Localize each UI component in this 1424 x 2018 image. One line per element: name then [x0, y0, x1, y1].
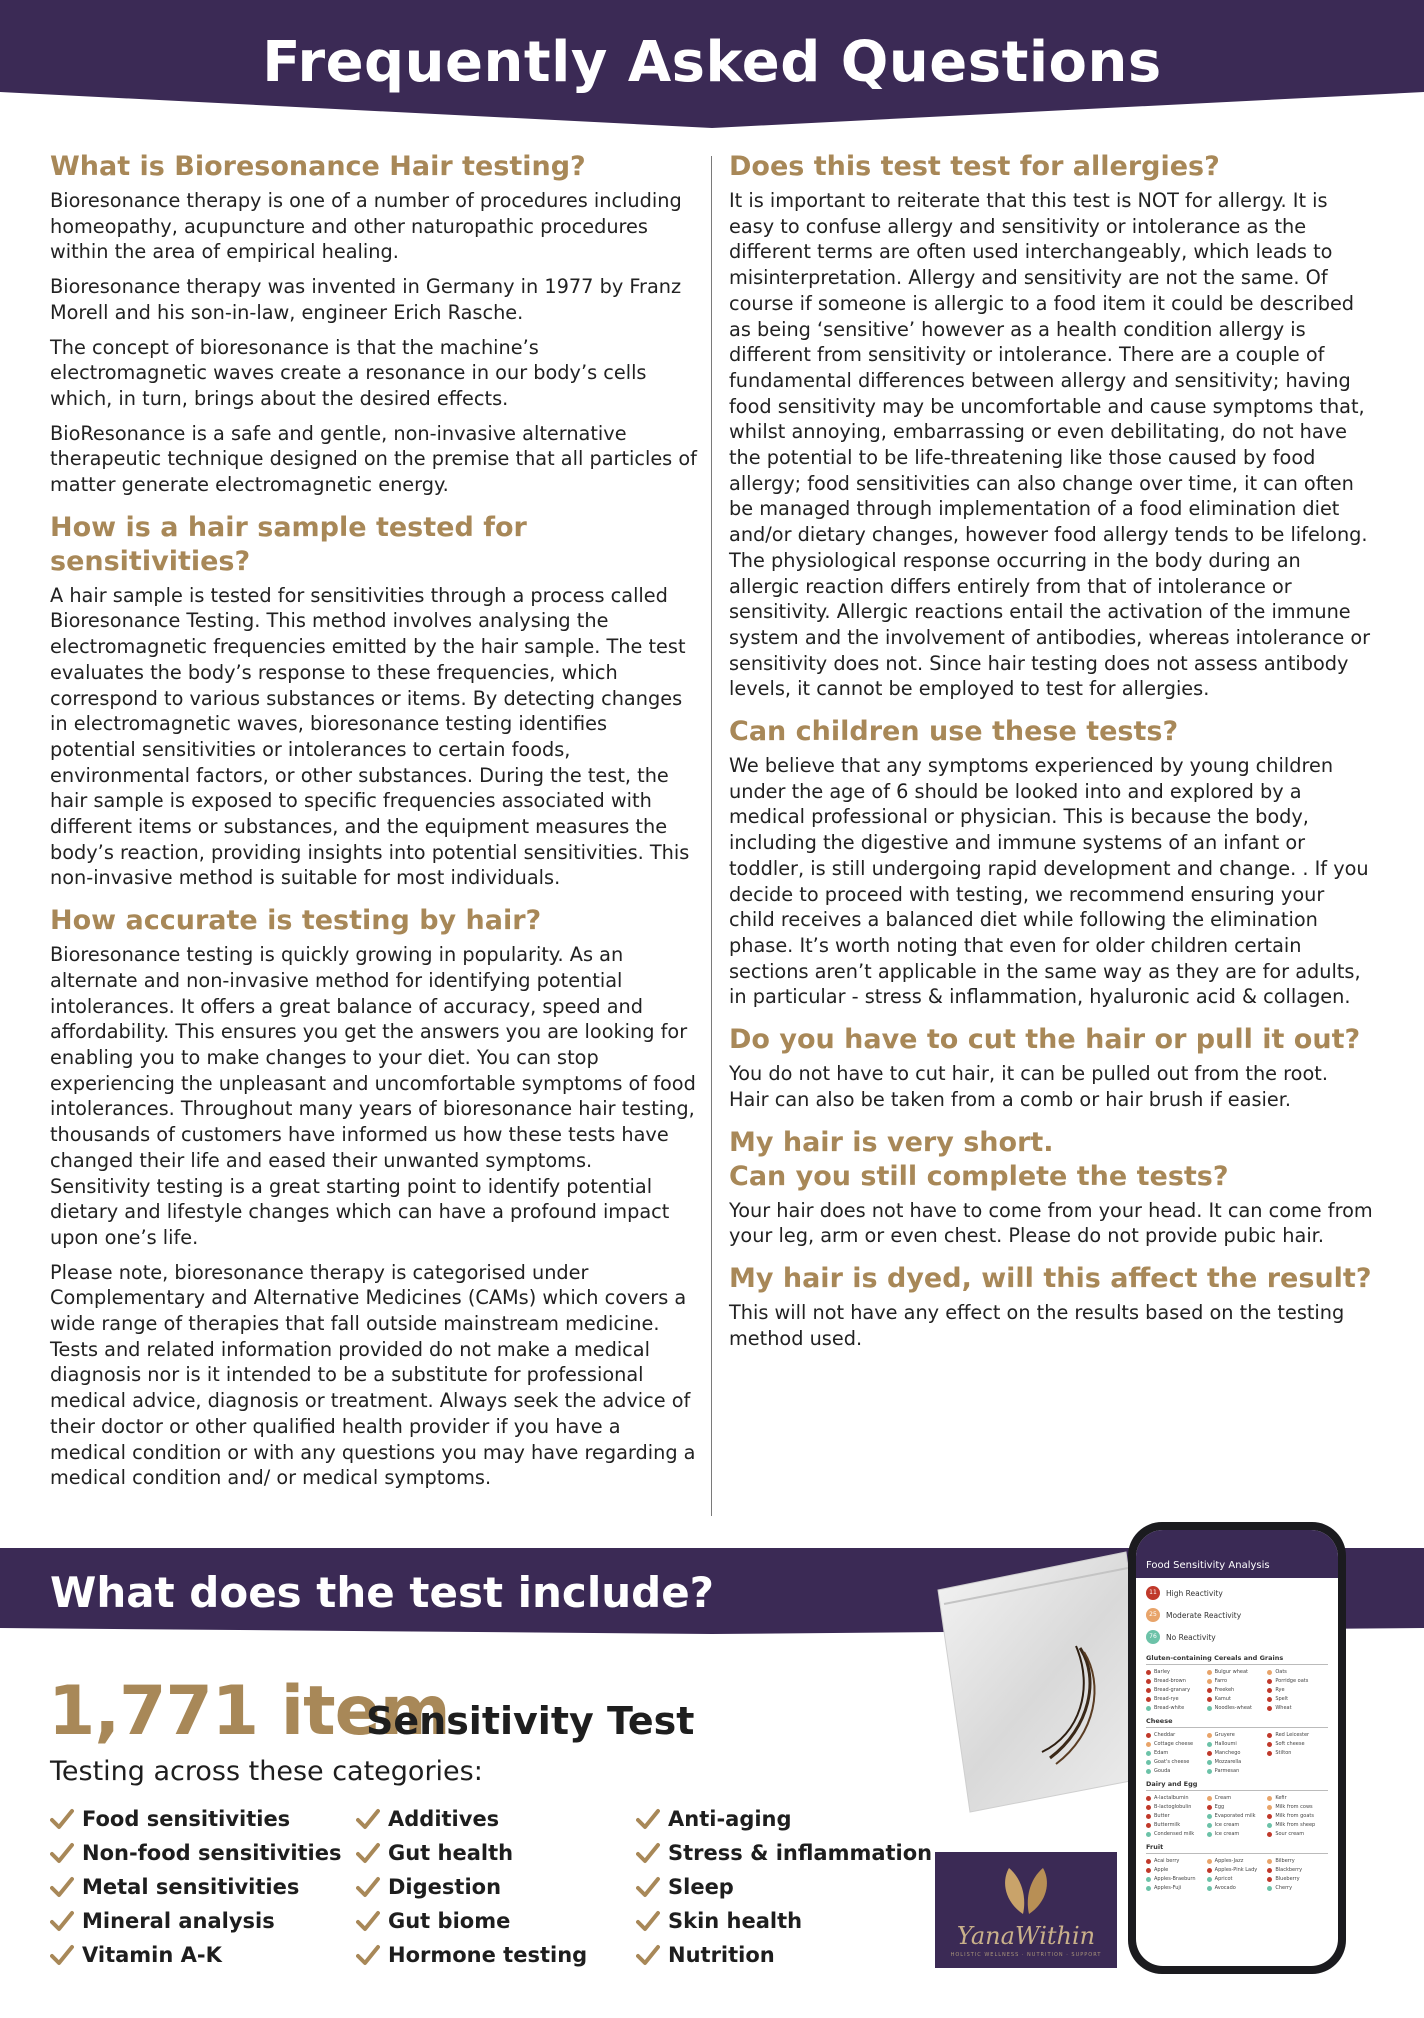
food-item-label: Cherry	[1275, 1885, 1293, 1891]
faq-question-text: Do you have to cut the hair or pull it out?	[729, 1024, 1361, 1056]
food-item-label: Apricot	[1214, 1876, 1233, 1882]
reactivity-dot	[1207, 1805, 1212, 1810]
brand-name: YanaWithin	[956, 1922, 1096, 1950]
reactivity-dot	[1207, 1706, 1212, 1711]
food-item-label: Parmesan	[1214, 1768, 1240, 1774]
include-title: What does the test include?	[50, 1568, 715, 1617]
page-title: Frequently Asked Questions	[262, 30, 1162, 95]
food-item-label: Stilton	[1275, 1750, 1292, 1756]
reactivity-dot	[1207, 1760, 1212, 1765]
legend-count: 11	[1146, 1586, 1160, 1600]
food-item-label: Cottage cheese	[1154, 1741, 1194, 1747]
food-item	[1207, 1741, 1268, 1747]
category-label: Mineral analysis	[82, 1909, 275, 1933]
reactivity-dot	[1207, 1697, 1212, 1702]
food-item-label: Bread-white	[1154, 1705, 1185, 1711]
food-item-label: Bilberry	[1275, 1858, 1295, 1864]
category-item	[636, 1802, 932, 1836]
category-list-3	[636, 1802, 932, 1972]
legend-label: Moderate Reactivity	[1166, 1610, 1242, 1620]
food-group	[1136, 1774, 1338, 1837]
legend-label: High Reactivity	[1166, 1588, 1223, 1598]
food-item	[1207, 1804, 1268, 1810]
food-item-label: Milk from cows	[1275, 1804, 1313, 1810]
category-item	[636, 1836, 932, 1870]
food-item	[1207, 1876, 1268, 1882]
food-item-label: Butter	[1154, 1813, 1170, 1819]
faq-question	[50, 511, 698, 579]
food-item	[1267, 1822, 1328, 1828]
food-item	[1146, 1813, 1207, 1819]
reactivity-dot	[1146, 1670, 1151, 1675]
food-item-label: Manchego	[1214, 1750, 1241, 1756]
reactivity-dot	[1207, 1796, 1212, 1801]
food-item-label: Gruyere	[1214, 1732, 1235, 1738]
food-item	[1267, 1876, 1328, 1882]
food-item-label: Rye	[1275, 1687, 1285, 1693]
leaf-logo-icon	[935, 1852, 1117, 1922]
food-item	[1207, 1831, 1268, 1837]
checkmark-icon	[50, 1944, 74, 1966]
food-item-label: Egg	[1214, 1804, 1225, 1810]
reactivity-dot	[1207, 1688, 1212, 1693]
food-item-label: Halloumi	[1214, 1741, 1237, 1747]
food-item-label: Ice cream	[1214, 1822, 1240, 1828]
food-item	[1207, 1822, 1268, 1828]
food-item-label: Avocado	[1214, 1885, 1236, 1891]
faq-answer-paragraph: Bioresonance testing is quickly growing in popularity. As an alternate and non-invasive method for identifying potential intolerances. It offers a great balance of accuracy, speed and affordability. This ensures you get the answers you are looking for enabling you to make changes to your diet. You can stop experiencing the unpleasant and uncomfortable symptoms of food intolerances. Throughout many years of bioresonance hair testing, thousands of customers have informed us how these tests have changed their life and eased their unwanted symptoms. Sensitivity testing is a great starting point to identify potential dietary and lifestyle changes which can have a profound impact upon one’s life.	[50, 943, 696, 1249]
food-item-label: Buttermilk	[1154, 1822, 1181, 1828]
faq-section	[50, 904, 698, 1491]
faq-section	[729, 1023, 1373, 1112]
food-item	[1267, 1750, 1328, 1756]
category-item	[50, 1904, 342, 1938]
sensitivity-test-label: Sensitivity Test	[366, 1699, 695, 1743]
faq-answer-paragraph: BioResonance is a safe and gentle, non-invasive alternative therapeutic technique designed on the premise that all particles of matter generate electromagnetic energy.	[50, 421, 697, 497]
category-label: Nutrition	[668, 1943, 775, 1967]
food-item	[1207, 1696, 1268, 1702]
food-group	[1136, 1648, 1338, 1711]
food-group-title: Gluten-containing Cereals and Grains	[1146, 1654, 1328, 1665]
faq-answer-paragraph: Bioresonance therapy is one of a number of procedures including homeopathy, acupuncture and other naturopathic procedures within the area of empirical healing.	[50, 189, 682, 264]
faq-answer-paragraph: It is important to reiterate that this test is NOT for allergy. It is easy to confuse allergy and sensitivity or intolerance as the different terms are often used interchangeably, which leads to misinterpretation. Allergy and sensitivity are not the same. Of course if someone is allergic to a food item it could be described as being ‘sensitive’ however as a health condition allergy is different from sensitivity or intolerance. There are a couple of fundamental differences between allergy and sensitivity; having food sensitivity may be uncomfortable and cause symptoms that, whilst annoying, embarrassing or even debilitating, do not have the potential to be life-threatening like those caused by food allergy; food sensitivities can also change over time, it can often be managed through implementation of a food elimination diet and/or dietary changes, however food allergy tends to be lifelong. The physiological response occurring in the body during an allergic reaction differs entirely from that of intolerance or sensitivity. Allergic reactions entail the activation of the immune system and the involvement of antibodies, whereas intolerance or sensitivity does not. Since hair testing does not assess antibody levels, it cannot be employed to test for allergies.	[729, 189, 1371, 701]
sample-pouch-image	[930, 1538, 1160, 1818]
category-label: Gut health	[388, 1841, 514, 1865]
food-item-label: Condensed milk	[1154, 1831, 1195, 1837]
faq-section	[729, 150, 1373, 702]
checkmark-icon	[356, 1944, 380, 1966]
checkmark-icon	[356, 1808, 380, 1830]
food-item	[1207, 1867, 1268, 1873]
food-item-label: Evaporated milk	[1214, 1813, 1256, 1819]
faq-question	[50, 904, 698, 938]
reactivity-dot	[1146, 1679, 1151, 1684]
category-item	[356, 1836, 587, 1870]
reactivity-dot	[1267, 1814, 1272, 1819]
category-label: Vitamin A-K	[82, 1943, 222, 1967]
column-divider	[711, 156, 712, 1516]
food-item	[1146, 1876, 1207, 1882]
phone-screen	[1136, 1530, 1338, 1966]
category-label: Food sensitivities	[82, 1807, 291, 1831]
food-item-label: Apples-Pink Lady	[1214, 1867, 1258, 1873]
faq-question	[729, 1262, 1373, 1296]
reactivity-dot	[1207, 1886, 1212, 1891]
food-item	[1146, 1831, 1207, 1837]
food-item	[1207, 1678, 1268, 1684]
faq-section	[50, 150, 698, 498]
food-item	[1267, 1741, 1328, 1747]
category-item	[50, 1802, 342, 1836]
category-item	[356, 1802, 587, 1836]
reactivity-dot	[1207, 1868, 1212, 1873]
reactivity-dot	[1146, 1877, 1151, 1882]
food-item	[1146, 1867, 1207, 1873]
report-groups	[1136, 1648, 1338, 1891]
food-item-label: A-lactalbumin	[1154, 1795, 1189, 1801]
category-item	[356, 1904, 587, 1938]
food-item	[1146, 1768, 1207, 1774]
faq-question-text: How accurate is testing by hair?	[50, 905, 542, 937]
food-item-label: Goat's cheese	[1154, 1759, 1190, 1765]
category-item	[636, 1870, 932, 1904]
food-item-label: Bread-granary	[1154, 1687, 1191, 1693]
food-item	[1207, 1795, 1268, 1801]
food-item-label: Kefir	[1275, 1795, 1287, 1801]
category-list-1	[50, 1802, 342, 1972]
faq-question	[729, 1023, 1373, 1057]
category-item	[636, 1904, 932, 1938]
faq-question	[50, 150, 698, 184]
checkmark-icon	[636, 1808, 660, 1830]
checkmark-icon	[356, 1910, 380, 1932]
reactivity-dot	[1267, 1796, 1272, 1801]
food-item	[1146, 1759, 1207, 1765]
reactivity-dot	[1146, 1859, 1151, 1864]
food-item	[1146, 1858, 1207, 1864]
reactivity-dot	[1267, 1733, 1272, 1738]
food-group-grid	[1146, 1732, 1328, 1774]
food-item-label: Apples-Fuji	[1154, 1885, 1182, 1891]
food-item	[1207, 1813, 1268, 1819]
reactivity-dot	[1207, 1859, 1212, 1864]
checkmark-icon	[50, 1808, 74, 1830]
checkmark-icon	[636, 1876, 660, 1898]
faq-question-text: What is Bioresonance Hair testing?	[50, 151, 586, 182]
category-item	[50, 1836, 342, 1870]
reactivity-dot	[1146, 1823, 1151, 1828]
report-header: Food Sensitivity Analysis	[1136, 1530, 1338, 1578]
food-item-label: Red Leicester	[1275, 1732, 1310, 1738]
food-group-grid	[1146, 1669, 1328, 1711]
food-item-label: Freekeh	[1214, 1687, 1235, 1693]
reactivity-dot	[1267, 1832, 1272, 1837]
food-item-label: Porridge oats	[1275, 1678, 1309, 1684]
food-item-label: Mozzarella	[1214, 1759, 1242, 1765]
food-item	[1207, 1759, 1268, 1765]
faq-question	[729, 150, 1373, 184]
food-item-label: Farro	[1214, 1678, 1228, 1684]
food-item	[1267, 1831, 1328, 1837]
category-item	[636, 1938, 932, 1972]
food-item-label: Barley	[1154, 1669, 1170, 1675]
food-item-label: Apple	[1154, 1867, 1169, 1873]
food-item	[1146, 1750, 1207, 1756]
faq-answer-paragraph: You do not have to cut hair, it can be pulled out from the root. Hair can also be taken from a comb or hair brush if easier.	[729, 1062, 1328, 1111]
legend-label: No Reactivity	[1166, 1632, 1216, 1642]
category-label: Digestion	[388, 1875, 502, 1899]
food-item	[1146, 1822, 1207, 1828]
faq-question-text: Does this test test for allergies?	[729, 151, 1220, 182]
food-item	[1146, 1669, 1207, 1675]
category-item	[50, 1870, 342, 1904]
reactivity-dot	[1146, 1868, 1151, 1873]
food-group-title: Fruit	[1146, 1843, 1328, 1854]
faq-answer-paragraph: The concept of bioresonance is that the machine’s electromagnetic waves create a resonance in our body’s cells which, in turn, brings about the desired effects.	[50, 335, 647, 410]
category-label: Skin health	[668, 1909, 803, 1933]
reactivity-dot	[1207, 1733, 1212, 1738]
reactivity-dot	[1267, 1877, 1272, 1882]
reactivity-dot	[1267, 1823, 1272, 1828]
reactivity-dot	[1207, 1823, 1212, 1828]
food-item	[1146, 1678, 1207, 1684]
faq-answer-paragraph: This will not have any effect on the results based on the testing method used.	[729, 1300, 1345, 1350]
faq-answer-paragraph: We believe that any symptoms experienced by young children under the age of 6 should be looked into and explored by a medical professional or physician. This is because the body, including the digestive and immune systems of an infant or toddler, is still undergoing rapid development and change. . If you decide to proceed with testing, we recommend ensuring your child receives a balanced diet while following the elimination phase. It’s worth noting that even for older children certain sections aren’t applicable in the same way as they are for adults, in particular - stress & inflammation, hyaluronic acid & collagen.	[729, 754, 1369, 1009]
reactivity-dot	[1146, 1832, 1151, 1837]
reactivity-dot	[1146, 1814, 1151, 1819]
food-item-label: Oats	[1275, 1669, 1287, 1675]
category-label: Additives	[388, 1807, 500, 1831]
faq-column-left	[50, 150, 698, 1504]
faq-answer-paragraph: Please note, bioresonance therapy is categorised under Complementary and Alternative Medicines (CAMs) which covers a wide range of therapies that fall outside mainstream medicine. Tests and related information provided do not make a medical diagnosis nor is it intended to be a substitute for professional medical advice, diagnosis or treatment. Always seek the advice of their doctor or other qualified health provider if you have a medical condition or with any questions you may have regarding a medical condition and/ or medical symptoms.	[50, 1260, 696, 1490]
reactivity-dot	[1146, 1706, 1151, 1711]
food-item-label: Blackberry	[1275, 1867, 1303, 1873]
faq-section	[729, 715, 1373, 1010]
food-item	[1207, 1687, 1268, 1693]
faq-question-text: Can children use these tests?	[729, 716, 1179, 748]
brand-logo-card	[935, 1852, 1117, 1968]
food-item	[1207, 1750, 1268, 1756]
food-item-label: Milk from goats	[1275, 1813, 1314, 1819]
reactivity-dot	[1267, 1697, 1272, 1702]
checkmark-icon	[356, 1842, 380, 1864]
food-item-label: Gouda	[1154, 1768, 1171, 1774]
food-item-label: Bread-rye	[1154, 1696, 1179, 1702]
food-item	[1267, 1687, 1328, 1693]
category-label: Non-food sensitivities	[82, 1841, 342, 1865]
food-item-label: Cheddar	[1154, 1732, 1176, 1738]
faq-answer-paragraph: Your hair does not have to come from your head. It can come from your leg, arm or even chest. Please do not provide pubic hair.	[729, 1198, 1373, 1248]
reactivity-legend	[1136, 1578, 1338, 1648]
reactivity-dot	[1267, 1679, 1272, 1684]
reactivity-dot	[1267, 1742, 1272, 1747]
food-item	[1267, 1696, 1328, 1702]
food-group-title: Dairy and Egg	[1146, 1780, 1328, 1791]
legend-row	[1146, 1582, 1338, 1604]
checkmark-icon	[50, 1910, 74, 1932]
reactivity-dot	[1146, 1769, 1151, 1774]
reactivity-dot	[1267, 1751, 1272, 1756]
legend-row	[1146, 1626, 1338, 1648]
food-item-label: Ice cream	[1214, 1831, 1240, 1837]
food-item	[1207, 1732, 1268, 1738]
food-item-label: Noodles-wheat	[1214, 1705, 1252, 1711]
reactivity-dot	[1146, 1688, 1151, 1693]
food-item	[1267, 1705, 1328, 1711]
food-item-label: Bread-brown	[1154, 1678, 1186, 1684]
faq-question-text: My hair is dyed, will this affect the result?	[729, 1262, 1372, 1294]
food-item	[1267, 1804, 1328, 1810]
faq-section	[729, 1126, 1373, 1249]
reactivity-dot	[1146, 1733, 1151, 1738]
food-item	[1207, 1768, 1268, 1774]
reactivity-dot	[1207, 1769, 1212, 1774]
food-item	[1146, 1795, 1207, 1801]
food-item	[1146, 1741, 1207, 1747]
food-item-label: Apples-Braeburn	[1154, 1876, 1196, 1882]
faq-question-text-line2: Can you still complete the tests?	[729, 1160, 1229, 1192]
food-item	[1146, 1705, 1207, 1711]
category-label: Sleep	[668, 1875, 734, 1899]
checkmark-icon	[50, 1876, 74, 1898]
faq-answer-paragraph: Bioresonance therapy was invented in Germany in 1977 by Franz Morell and his son-in-law, engineer Erich Rasche.	[50, 275, 682, 324]
food-item-label: Bulgur wheat	[1214, 1669, 1248, 1675]
reactivity-dot	[1267, 1688, 1272, 1693]
food-item	[1267, 1759, 1328, 1765]
food-item-label: B-lactoglobulin	[1154, 1804, 1192, 1810]
reactivity-dot	[1207, 1832, 1212, 1837]
reactivity-dot	[1146, 1751, 1151, 1756]
food-item-label: Cream	[1214, 1795, 1232, 1801]
faq-answer-paragraph: A hair sample is tested for sensitivities through a process called Bioresonance Testing. This method involves analysing the electromagnetic frequencies emitted by the hair sample. The test evaluates the body’s response to these frequencies, which correspond to various substances or items. By detecting changes in electromagnetic waves, bioresonance testing identifies potential sensitivities or intolerances to certain foods, environmental factors, or other substances. During the test, the hair sample is exposed to specific frequencies associated with different items or substances, and the equipment measures the body’s reaction, providing insights into potential sensitivities. This non-invasive method is suitable for most individuals.	[50, 583, 690, 890]
reactivity-dot	[1146, 1697, 1151, 1702]
reactivity-dot	[1146, 1742, 1151, 1747]
reactivity-dot	[1146, 1886, 1151, 1891]
reactivity-dot	[1267, 1886, 1272, 1891]
food-item	[1267, 1813, 1328, 1819]
checkmark-icon	[636, 1842, 660, 1864]
food-item	[1146, 1696, 1207, 1702]
food-item-label: Wheat	[1275, 1705, 1292, 1711]
item-count: 1,771 item	[48, 1672, 450, 1751]
food-item	[1146, 1732, 1207, 1738]
faq-column-right	[729, 150, 1373, 1364]
food-item	[1146, 1687, 1207, 1693]
faq-section	[50, 511, 698, 891]
food-group-title: Cheese	[1146, 1717, 1328, 1728]
legend-count: 76	[1146, 1630, 1160, 1644]
faq-question-text: My hair is very short.	[729, 1126, 1054, 1158]
legend-row	[1146, 1604, 1338, 1626]
reactivity-dot	[1207, 1742, 1212, 1747]
reactivity-dot	[1146, 1760, 1151, 1765]
category-item	[50, 1938, 342, 1972]
checkmark-icon	[50, 1842, 74, 1864]
food-item	[1267, 1795, 1328, 1801]
legend-count: 25	[1146, 1608, 1160, 1622]
category-label: Anti-aging	[668, 1807, 792, 1831]
food-item	[1207, 1885, 1268, 1891]
reactivity-dot	[1267, 1706, 1272, 1711]
food-item-label: Edam	[1154, 1750, 1169, 1756]
category-label: Hormone testing	[388, 1943, 588, 1967]
checkmark-icon	[636, 1944, 660, 1966]
reactivity-dot	[1267, 1805, 1272, 1810]
reactivity-dot	[1207, 1751, 1212, 1756]
food-item	[1207, 1669, 1268, 1675]
category-label: Metal sensitivities	[82, 1875, 300, 1899]
food-group	[1136, 1837, 1338, 1891]
food-item-label: Acai berry	[1154, 1858, 1180, 1864]
reactivity-dot	[1207, 1814, 1212, 1819]
food-item-label: Milk from sheep	[1275, 1822, 1316, 1828]
checkmark-icon	[636, 1910, 660, 1932]
food-group-grid	[1146, 1858, 1328, 1891]
phone-mockup	[1128, 1522, 1346, 1974]
food-item	[1267, 1678, 1328, 1684]
food-item	[1267, 1768, 1328, 1774]
food-item-label: Kamut	[1214, 1696, 1231, 1702]
food-item	[1207, 1858, 1268, 1864]
reactivity-dot	[1146, 1805, 1151, 1810]
reactivity-dot	[1207, 1679, 1212, 1684]
category-item	[356, 1870, 587, 1904]
reactivity-dot	[1207, 1877, 1212, 1882]
faq-question	[729, 1126, 1373, 1194]
food-item	[1267, 1867, 1328, 1873]
food-item-label: Apples-Jazz	[1214, 1858, 1244, 1864]
food-item	[1146, 1885, 1207, 1891]
faq-question-text: How is a hair sample tested for sensitivities?	[50, 511, 527, 577]
food-item-label: Sour cream	[1275, 1831, 1305, 1837]
food-group-grid	[1146, 1795, 1328, 1837]
food-item-label: Blueberry	[1275, 1876, 1300, 1882]
reactivity-dot	[1267, 1670, 1272, 1675]
categories-label: Testing across these categories:	[50, 1756, 483, 1787]
category-item	[356, 1938, 587, 1972]
checkmark-icon	[356, 1876, 380, 1898]
category-label: Stress & inflammation	[668, 1841, 933, 1865]
food-item-label: Soft cheese	[1275, 1741, 1305, 1747]
category-label: Gut biome	[388, 1909, 511, 1933]
food-item	[1146, 1804, 1207, 1810]
reactivity-dot	[1146, 1796, 1151, 1801]
food-item-label: Spelt	[1275, 1696, 1289, 1702]
food-group	[1136, 1711, 1338, 1774]
faq-section	[729, 1262, 1373, 1351]
food-item	[1267, 1885, 1328, 1891]
food-item	[1267, 1669, 1328, 1675]
faq-question	[729, 715, 1373, 749]
reactivity-dot	[1207, 1670, 1212, 1675]
food-item	[1267, 1732, 1328, 1738]
food-item	[1207, 1705, 1268, 1711]
category-list-2	[356, 1802, 587, 1972]
food-item	[1267, 1858, 1328, 1864]
reactivity-dot	[1267, 1859, 1272, 1864]
reactivity-dot	[1267, 1868, 1272, 1873]
brand-tagline: HOLISTIC WELLNESS · NUTRITION · SUPPORT	[950, 1952, 1102, 1958]
